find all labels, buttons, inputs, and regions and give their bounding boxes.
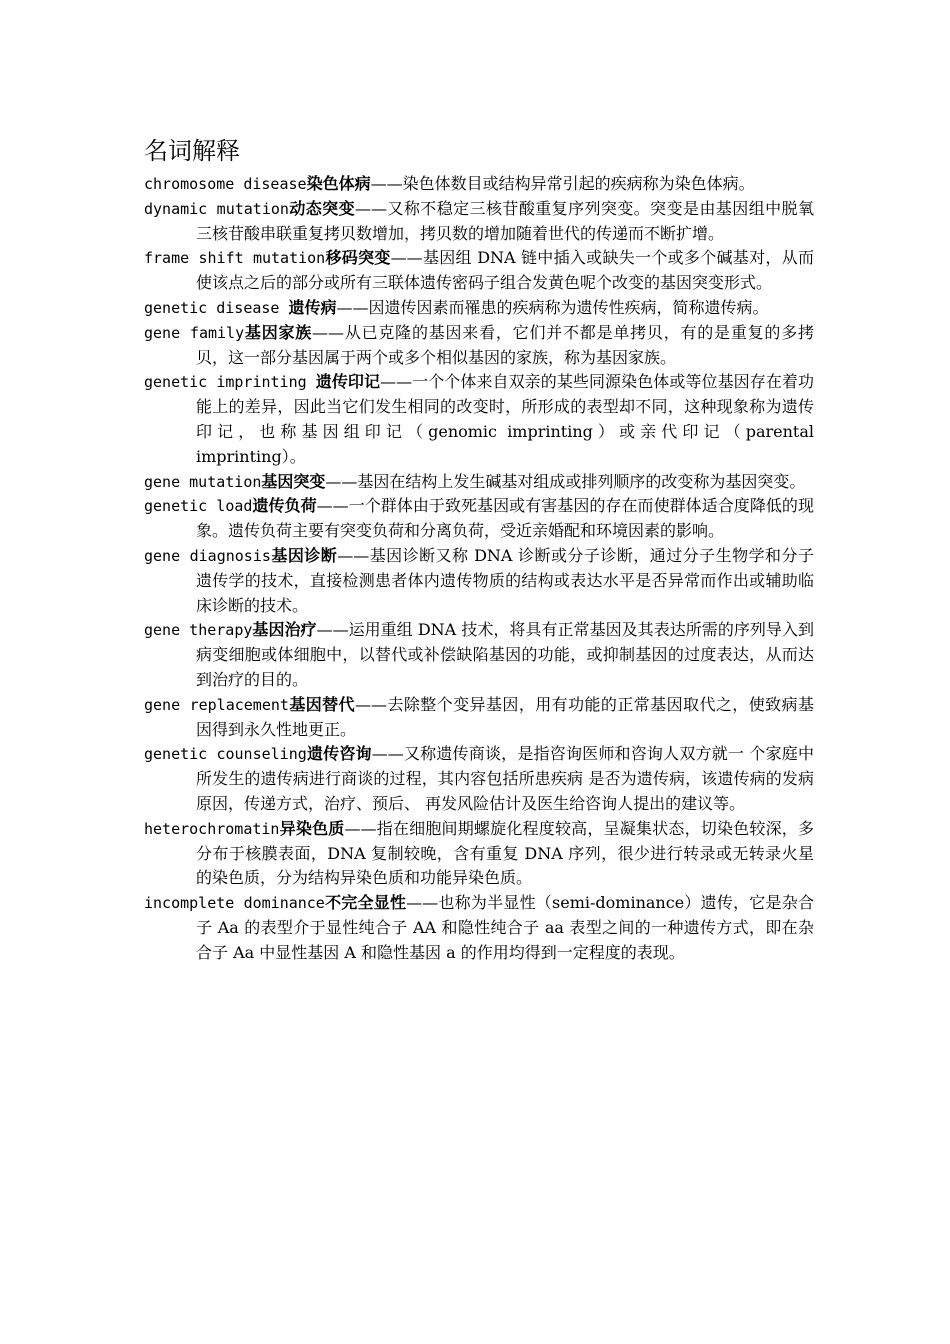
- glossary-list: [144, 172, 814, 966]
- term-chinese: 遗传负荷: [252, 496, 317, 516]
- term-definition: ——基因组 DNA 链中插入或缺失一个或多个碱基对，从而使该点之后的部分或所有三联体遗传密码子组合发黄色呢个改变的基因突变形式。: [196, 248, 814, 293]
- term-chinese: 遗传病: [288, 297, 337, 317]
- term-english: genetic load: [144, 497, 253, 516]
- term-definition: ——也称为半显性（semi-dominance）遗传，它是杂合子 Aa 的表型介于显性纯合子 AA 和隐性纯合子 aa 表型之间的一种遗传方式，即在杂合子 Aa 中显性基因 A 和隐性基因 a 的作用均得到一定程度的表现。: [196, 893, 814, 962]
- term-chinese: 基因诊断: [270, 545, 338, 565]
- term-chinese: 动态突变: [288, 198, 356, 218]
- page-title: 名词解释: [144, 137, 240, 165]
- term-chinese: 基因替代: [288, 694, 356, 714]
- term-chinese: 遗传印记: [315, 372, 381, 392]
- term-definition: ——基因诊断又称 DNA 诊断或分子诊断，通过分子生物学和分子遗传学的技术，直接检测患者体内遗传物质的结构或表达水平是否异常而作出或辅助临床诊断的技术。: [196, 545, 814, 615]
- term-definition: ——又称遗传商谈，是指咨询医师和咨询人双方就一 个家庭中所发生的遗传病进行商谈的过程，其内容包括所患疾病 是否为遗传病，该遗传病的发病原因，传递方式，治疗、预后、 再发风险估计及医生给咨询人提出的建议等。: [196, 744, 814, 813]
- term-english: incomplete dominance: [144, 894, 325, 913]
- term-chinese: 异染色质: [279, 818, 345, 838]
- term-definition: ——一个群体由于致死基因或有害基因的存在而使群体适合度降低的现象。遗传负荷主要有突变负荷和分离负荷，受近亲婚配和环境因素的影响。: [196, 496, 814, 541]
- term-definition: ——指在细胞间期螺旋化程度较高，呈凝集状态，切染色较深，多分布于核膜表面，DNA 复制较晚，含有重复 DNA 序列，很少进行转录或无转录火星的染色质，分为结构异染色质和功能异染色质。: [196, 818, 814, 888]
- glossary-entry: [144, 197, 814, 247]
- term-english: genetic imprinting: [144, 373, 316, 392]
- term-chinese: 遗传咨询: [306, 744, 372, 764]
- glossary-entry: [144, 246, 814, 296]
- glossary-entry: [144, 296, 814, 321]
- glossary-entry: [144, 494, 814, 544]
- term-chinese: 染色体病: [306, 174, 371, 193]
- glossary-entry: [144, 891, 814, 965]
- term-english: dynamic mutation: [144, 199, 289, 218]
- document-page: [144, 134, 814, 966]
- term-chinese: 基因治疗: [252, 620, 317, 640]
- term-definition: ——因遗传因素而罹患的疾病称为遗传性疾病，简称遗传病。: [336, 297, 769, 317]
- term-chinese: 基因家族: [244, 322, 313, 342]
- term-chinese: 移码突变: [325, 248, 391, 268]
- glossary-entry: [144, 817, 814, 891]
- glossary-entry: [144, 470, 814, 495]
- term-definition: ——染色体数目或结构异常引起的疾病称为染色体病。: [370, 174, 755, 193]
- term-english: gene replacement: [144, 695, 289, 714]
- term-chinese: 基因突变: [261, 471, 326, 491]
- glossary-entry: [144, 693, 814, 743]
- term-definition: ——又称不稳定三核苷酸重复序列突变。突变是由基因组中脱氧三核苷酸串联重复拷贝数增加，拷贝数的增加随着世代的传递而不断扩增。: [196, 198, 814, 243]
- glossary-entry: [144, 172, 814, 197]
- term-english: genetic counseling: [144, 745, 307, 764]
- term-chinese: 不完全显性: [324, 893, 407, 913]
- glossary-entry: [144, 618, 814, 692]
- term-english: heterochromatin: [144, 819, 280, 838]
- glossary-entry: [144, 321, 814, 371]
- term-english: genetic disease: [144, 298, 289, 317]
- term-definition: ——运用重组 DNA 技术，将具有正常基因及其表达所需的序列导入到病变细胞或体细胞中，以替代或补偿缺陷基因的功能，或抑制基因的过度表达，从而达到治疗的目的。: [196, 620, 814, 689]
- term-english: gene mutation: [144, 472, 262, 491]
- term-definition: ——从已克隆的基因来看，它们并不都是单拷贝，有的是重复的多拷贝，这一部分基因属于两个或多个相似基因的家族，称为基因家族。: [196, 322, 814, 367]
- term-definition: ——基因在结构上发生碱基对组成或排列顺序的改变称为基因突变。: [325, 471, 806, 491]
- term-english: frame shift mutation: [144, 249, 326, 268]
- term-english: gene therapy: [144, 621, 253, 640]
- term-english: chromosome disease: [144, 175, 307, 193]
- term-english: gene family: [144, 323, 245, 342]
- glossary-entry: [144, 544, 814, 618]
- glossary-entry: [144, 742, 814, 816]
- term-definition: ——一个个体来自双亲的某些同源染色体或等位基因存在着功能上的差异，因此当它们发生相同的改变时，所形成的表型却不同，这种现象称为遗传印记，也称基因组印记（genomic imprinting）或亲代印记（parental imprinting）。: [196, 372, 814, 466]
- glossary-entry: [144, 370, 814, 469]
- term-english: gene diagnosis: [144, 546, 271, 565]
- term-definition: ——去除整个变异基因，用有功能的正常基因取代之，使致病基因得到永久性地更正。: [196, 694, 814, 739]
